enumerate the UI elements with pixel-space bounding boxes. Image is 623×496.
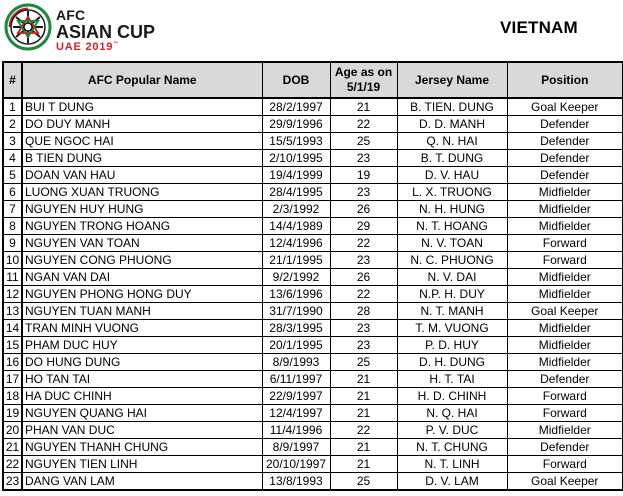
player-position: Midfielder — [507, 201, 623, 218]
jersey-name: B. TIEN. DUNG — [397, 98, 507, 116]
player-number: 18 — [3, 388, 22, 405]
player-dob: 8/9/1997 — [262, 439, 330, 456]
table-row — [3, 252, 623, 269]
table-row — [3, 184, 623, 201]
player-age: 25 — [330, 354, 397, 371]
logo-uae-year: UAE 2019 — [56, 41, 114, 53]
player-name: NGUYEN TIEN LINH — [22, 456, 262, 473]
player-name: NGUYEN TUAN MANH — [22, 303, 262, 320]
jersey-name: N. T. LINH — [397, 456, 507, 473]
player-name: NGUYEN THANH CHUNG — [22, 439, 262, 456]
player-number: 10 — [3, 252, 22, 269]
jersey-name: P. D. HUY — [397, 337, 507, 354]
table-row — [3, 473, 623, 491]
player-number: 16 — [3, 354, 22, 371]
table-row — [3, 286, 623, 303]
player-position: Defender — [507, 133, 623, 150]
jersey-name: N. V. TOAN — [397, 235, 507, 252]
player-position: Goal Keeper — [507, 473, 623, 491]
table-row — [3, 116, 623, 133]
age-header-line1: Age as on — [334, 65, 393, 79]
player-age: 23 — [330, 150, 397, 167]
jersey-name: P. V. DUC — [397, 422, 507, 439]
table-row — [3, 371, 623, 388]
table-body — [3, 98, 623, 490]
player-dob: 21/1/1995 — [262, 252, 330, 269]
player-name: TRAN MINH VUONG — [22, 320, 262, 337]
jersey-name: B. T. DUNG — [397, 150, 507, 167]
player-age: 22 — [330, 116, 397, 133]
jersey-name: N. H. HUNG — [397, 201, 507, 218]
player-age: 25 — [330, 473, 397, 491]
player-dob: 28/2/1997 — [262, 98, 330, 116]
player-age: 21 — [330, 98, 397, 116]
player-name: HA DUC CHINH — [22, 388, 262, 405]
player-position: Forward — [507, 405, 623, 422]
table-row — [3, 439, 623, 456]
player-name: NGUYEN VAN TOAN — [22, 235, 262, 252]
age-header-line2: 5/1/19 — [346, 80, 381, 94]
player-position: Midfielder — [507, 422, 623, 439]
player-number: 17 — [3, 371, 22, 388]
jersey-name: N. T. CHUNG — [397, 439, 507, 456]
player-age: 22 — [330, 422, 397, 439]
player-dob: 13/6/1996 — [262, 286, 330, 303]
table-row — [3, 133, 623, 150]
player-age: 23 — [330, 320, 397, 337]
table-row — [3, 269, 623, 286]
player-age: 23 — [330, 252, 397, 269]
player-number: 14 — [3, 320, 22, 337]
jersey-name: N. C. PHUONG — [397, 252, 507, 269]
table-row — [3, 218, 623, 235]
player-number: 15 — [3, 337, 22, 354]
player-number: 11 — [3, 269, 22, 286]
player-age: 25 — [330, 133, 397, 150]
player-position: Midfielder — [507, 218, 623, 235]
player-number: 6 — [3, 184, 22, 201]
player-dob: 13/8/1993 — [262, 473, 330, 491]
player-dob: 22/9/1997 — [262, 388, 330, 405]
jersey-name: N. Q. HAI — [397, 405, 507, 422]
player-position: Defender — [507, 439, 623, 456]
player-name: HO TAN TAI — [22, 371, 262, 388]
player-name: NGUYEN PHONG HONG DUY — [22, 286, 262, 303]
player-number: 9 — [3, 235, 22, 252]
player-name: DANG VAN LAM — [22, 473, 262, 491]
player-dob: 8/9/1993 — [262, 354, 330, 371]
player-position: Defender — [507, 116, 623, 133]
player-position: Forward — [507, 388, 623, 405]
player-position: Midfielder — [507, 184, 623, 201]
player-position: Defender — [507, 167, 623, 184]
player-name: PHAM DUC HUY — [22, 337, 262, 354]
column-header-dob: DOB — [262, 62, 330, 98]
player-position: Midfielder — [507, 320, 623, 337]
player-dob: 14/4/1989 — [262, 218, 330, 235]
player-age: 23 — [330, 184, 397, 201]
jersey-name: D. V. LAM — [397, 473, 507, 491]
jersey-name: Q. N. HAI — [397, 133, 507, 150]
player-name: NGUYEN QUANG HAI — [22, 405, 262, 422]
player-dob: 6/11/1997 — [262, 371, 330, 388]
table-row — [3, 456, 623, 473]
player-age: 21 — [330, 439, 397, 456]
player-age: 19 — [330, 167, 397, 184]
table-row — [3, 320, 623, 337]
column-header-position: Position — [507, 62, 623, 98]
player-position: Defender — [507, 371, 623, 388]
logo-wordmark — [56, 8, 155, 53]
jersey-name: D. V. HAU — [397, 167, 507, 184]
player-number: 13 — [3, 303, 22, 320]
player-number: 21 — [3, 439, 22, 456]
jersey-name: N. V. DAI — [397, 269, 507, 286]
jersey-name: T. M. VUONG — [397, 320, 507, 337]
player-dob: 20/10/1997 — [262, 456, 330, 473]
player-name: DOAN VAN HAU — [22, 167, 262, 184]
player-dob: 2/10/1995 — [262, 150, 330, 167]
player-name: QUE NGOC HAI — [22, 133, 262, 150]
player-number: 7 — [3, 201, 22, 218]
player-age: 28 — [330, 303, 397, 320]
afc-asian-cup-logo — [4, 3, 194, 51]
player-number: 5 — [3, 167, 22, 184]
player-number: 23 — [3, 473, 22, 491]
player-number: 4 — [3, 150, 22, 167]
player-name: NGAN VAN DAI — [22, 269, 262, 286]
player-name: NGUYEN HUY HUNG — [22, 201, 262, 218]
squad-table — [2, 61, 623, 491]
player-number: 19 — [3, 405, 22, 422]
player-number: 22 — [3, 456, 22, 473]
player-age: 21 — [330, 388, 397, 405]
jersey-name: N. T. MANH — [397, 303, 507, 320]
jersey-name: N.P. H. DUY — [397, 286, 507, 303]
table-row — [3, 167, 623, 184]
player-position: Midfielder — [507, 337, 623, 354]
player-dob: 29/9/1996 — [262, 116, 330, 133]
player-age: 23 — [330, 337, 397, 354]
column-header-jersey-name: Jersey Name — [397, 62, 507, 98]
player-position: Goal Keeper — [507, 303, 623, 320]
jersey-name: N. T. HOANG — [397, 218, 507, 235]
player-age: 29 — [330, 218, 397, 235]
player-dob: 28/3/1995 — [262, 320, 330, 337]
logo-afc-text: AFC — [56, 7, 86, 23]
player-name: DO HUNG DUNG — [22, 354, 262, 371]
column-header-age — [330, 62, 397, 98]
jersey-name: H. D. CHINH — [397, 388, 507, 405]
player-position: Midfielder — [507, 269, 623, 286]
player-name: DO DUY MANH — [22, 116, 262, 133]
player-name: LUONG XUAN TRUONG — [22, 184, 262, 201]
player-age: 21 — [330, 405, 397, 422]
jersey-name: H. T. TAI — [397, 371, 507, 388]
column-header-number: # — [3, 62, 22, 98]
player-dob: 11/4/1996 — [262, 422, 330, 439]
table-row — [3, 303, 623, 320]
table-row — [3, 388, 623, 405]
player-number: 12 — [3, 286, 22, 303]
table-row — [3, 201, 623, 218]
table-header-row — [3, 62, 623, 98]
table-row — [3, 405, 623, 422]
player-age: 22 — [330, 286, 397, 303]
jersey-name: D. D. MANH — [397, 116, 507, 133]
player-position: Midfielder — [507, 286, 623, 303]
player-age: 21 — [330, 371, 397, 388]
logo-uae-2019-text — [56, 42, 155, 53]
table-row — [3, 235, 623, 252]
column-header-name: AFC Popular Name — [22, 62, 262, 98]
player-number: 20 — [3, 422, 22, 439]
player-position: Forward — [507, 235, 623, 252]
player-position: Forward — [507, 456, 623, 473]
player-dob: 2/3/1992 — [262, 201, 330, 218]
logo-asian-cup-text: ASIAN CUP — [56, 22, 156, 42]
player-number: 3 — [3, 133, 22, 150]
player-dob: 20/1/1995 — [262, 337, 330, 354]
jersey-name: L. X. TRUONG — [397, 184, 507, 201]
player-position: Midfielder — [507, 354, 623, 371]
player-number: 8 — [3, 218, 22, 235]
player-age: 26 — [330, 201, 397, 218]
player-dob: 28/4/1995 — [262, 184, 330, 201]
table-row — [3, 337, 623, 354]
player-age: 26 — [330, 269, 397, 286]
player-name: B TIEN DUNG — [22, 150, 262, 167]
table-row — [3, 422, 623, 439]
table-row — [3, 354, 623, 371]
player-position: Defender — [507, 150, 623, 167]
table-row — [3, 98, 623, 116]
player-dob: 31/7/1990 — [262, 303, 330, 320]
player-number: 2 — [3, 116, 22, 133]
player-position: Goal Keeper — [507, 98, 623, 116]
player-dob: 15/5/1993 — [262, 133, 330, 150]
player-name: NGUYEN CONG PHUONG — [22, 252, 262, 269]
player-name: NGUYEN TRONG HOANG — [22, 218, 262, 235]
player-position: Forward — [507, 252, 623, 269]
country-title: VIETNAM — [500, 18, 578, 37]
player-name: BUI T DUNG — [22, 98, 262, 116]
trademark-symbol: ™ — [113, 41, 119, 47]
player-dob: 12/4/1997 — [262, 405, 330, 422]
player-dob: 19/4/1999 — [262, 167, 330, 184]
player-number: 1 — [3, 98, 22, 116]
player-name: PHAN VAN DUC — [22, 422, 262, 439]
player-dob: 12/4/1996 — [262, 235, 330, 252]
table-row — [3, 150, 623, 167]
player-age: 22 — [330, 235, 397, 252]
jersey-name: D. H. DUNG — [397, 354, 507, 371]
player-age: 21 — [330, 456, 397, 473]
afc-emblem-icon — [4, 3, 52, 51]
player-dob: 9/2/1992 — [262, 269, 330, 286]
